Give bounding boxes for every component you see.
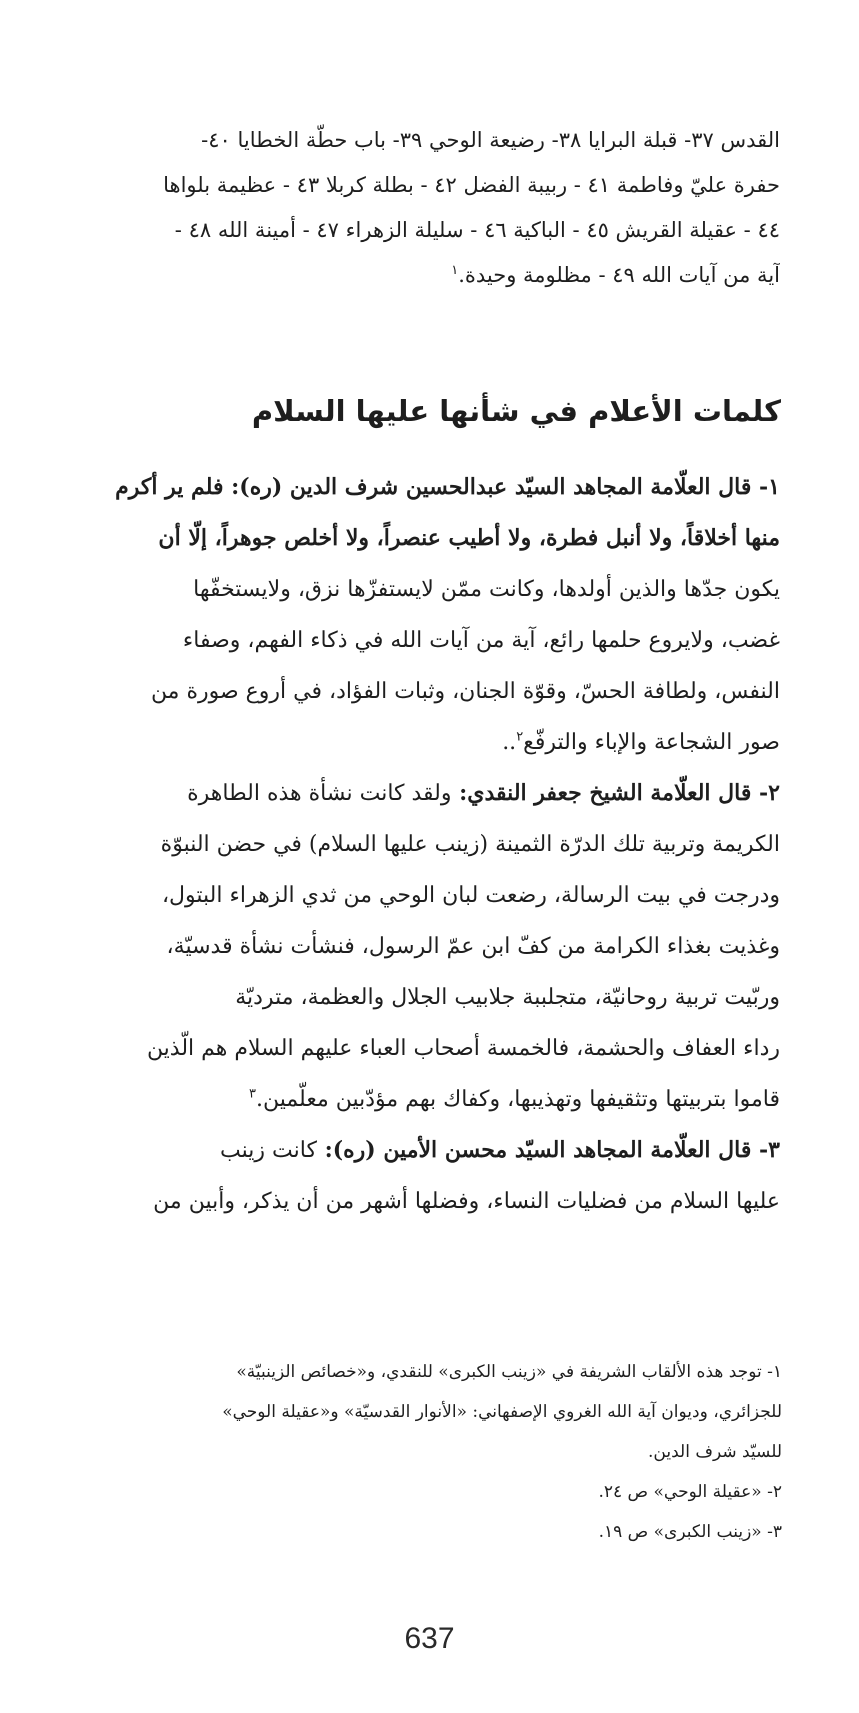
quote-1-end: صور الشجاعة والإباء والترفّع <box>523 730 780 755</box>
footnote-marker: ١ <box>451 263 459 278</box>
footnote-line: ٣- «زينب الكبرى» ص ١٩. <box>598 1522 782 1542</box>
quote-2-line: وربّيت تربية روحانيّة، متجلببة جلابيب الجلال والعظمة، مترديّة <box>235 985 780 1010</box>
quote-2-line: رداء العفاف والحشمة، فالخمسة أصحاب العباء عليهم السلام هم الّذين <box>146 1036 780 1061</box>
footnote-line: للسيّد شرف الدين. <box>648 1442 782 1462</box>
intro-line: ٤٤ - عقيلة القريش ٤٥ - الباكية ٤٦ - سليلة الزهراء ٤٧ - أمينة الله ٤٨ - <box>174 218 780 242</box>
section-heading: كلمات الأعلام في شأنها عليها السلام <box>251 394 781 428</box>
quote-2-line: ودرجت في بيت الرسالة، رضعت لبان الوحي من ثدي الزهراء البتول، <box>161 883 780 908</box>
quote-1-line: النفس، ولطافة الحسّ، وقوّة الجنان، وثبات الفؤاد، في أروع صورة من <box>150 679 780 704</box>
quote-3-line: عليها السلام من فضليات النساء، وفضلها أشهر من أن يذكر، وأبين من <box>153 1189 780 1214</box>
page-number: 637 <box>404 1622 455 1655</box>
quote-3-first-line <box>78 1125 780 1176</box>
quote-1-line: يكون جدّها والذين أولدها، وكانت ممّن لايستفزّها نزق، ولايستخفّها <box>193 577 780 602</box>
body-text <box>78 462 780 1227</box>
quote-1-line: غضب، ولايروع حلمها رائع، آية من آيات الله في ذكاء الفهم، وصفاء <box>182 628 780 653</box>
footnote-marker: ٣ <box>248 1086 256 1102</box>
quote-2-end: قاموا بتربيتها وتثقيفها وتهذيبها، وكفاك بهم مؤدّبين معلّمين. <box>255 1087 780 1112</box>
intro-line: حفرة عليّ وفاطمة ٤١ - ربيبة الفضل ٤٢ - بطلة كربلا ٤٣ - عظيمة بلواها <box>163 173 780 197</box>
quote-2-line: وغذيت بغذاء الكرامة من كفّ ابن عمّ الرسول، فنشأت نشأة قدسيّة، <box>166 934 780 959</box>
footnote-line: ١- توجد هذه الألقاب الشريفة في «زينب الكبرى» للنقدي، و«خصائص الزينبيّة» <box>236 1362 782 1382</box>
quote-1-last-line <box>78 717 780 768</box>
quote-1-line: منها أخلاقاً، ولا أنبل فطرة، ولا أطيب عنصراً، ولا أخلص جوهراً، إلّا أن <box>158 525 780 551</box>
quote-1-tail: .. <box>502 730 517 755</box>
quote-2-lead: ٢- قال العلّامة الشيخ جعفر النقدي: <box>451 780 780 806</box>
quote-2-last-line <box>78 1074 780 1125</box>
intro-line-text: آية من آيات الله ٤٩ - مظلومة وحيدة. <box>458 263 780 287</box>
footnote-marker: ٢ <box>516 729 524 745</box>
intro-line-last <box>130 253 780 298</box>
quote-1-lead: ١- قال العلّامة المجاهد السيّد عبدالحسين شرف الدين (ره): <box>223 474 780 500</box>
quote-3-lead: ٣- قال العلّامة المجاهد السيّد محسن الأمين (ره): <box>316 1137 780 1163</box>
footnotes <box>82 1352 782 1552</box>
quote-3-start: كانت زينب <box>220 1138 317 1163</box>
quote-2-line: الكريمة وتربية تلك الدرّة الثمينة (زينب عليها السلام) في حضن النبوّة <box>160 832 780 857</box>
quote-1-first-line <box>78 462 780 513</box>
quote-1-start: فلم ير أكرم <box>115 474 224 500</box>
footnote-line: للجزائري، وديوان آية الله الغروي الإصفهاني: «الأنوار القدسيّة» و«عقيلة الوحي» <box>222 1402 782 1422</box>
quote-2-first-line <box>78 768 780 819</box>
intro-paragraph <box>130 118 780 298</box>
footnote-line: ٢- «عقيلة الوحي» ص ٢٤. <box>598 1482 782 1502</box>
quote-2-start: ولقد كانت نشأة هذه الطاهرة <box>187 781 452 806</box>
intro-line: القدس ٣٧- قبلة البرايا ٣٨- رضيعة الوحي ٣٩- باب حطّة الخطايا ٤٠- <box>201 128 780 152</box>
